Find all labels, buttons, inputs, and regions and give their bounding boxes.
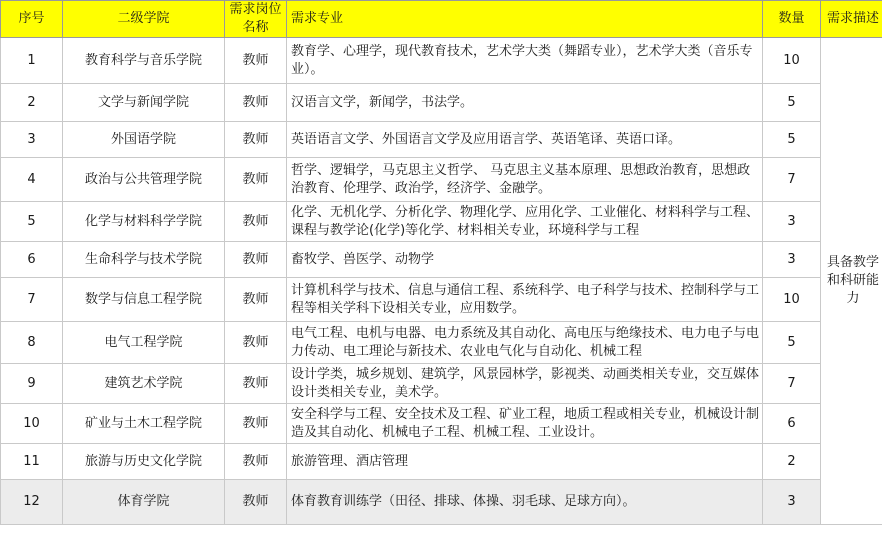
cell-major-text: 旅游管理、酒店管理 [291,453,409,469]
cell-num[interactable]: 3 [1,122,63,158]
cell-num[interactable]: 1 [1,38,63,84]
cell-position[interactable]: 教师 [225,242,287,278]
cell-position[interactable]: 教师 [225,122,287,158]
cell-position[interactable]: 教师 [225,364,287,404]
cell-num[interactable]: 9 [1,364,63,404]
header-row [1,1,882,38]
cell-qty[interactable]: 3 [763,242,821,278]
cell-position[interactable]: 教师 [225,480,287,525]
table-row [1,364,882,404]
cell-major[interactable] [287,278,763,322]
cell-major-text: 体育教育训练学（田径、排球、体操、羽毛球、足球方向）。 [291,494,636,509]
cell-position[interactable]: 教师 [225,444,287,480]
cell-qty[interactable]: 3 [763,480,821,525]
table-row [1,322,882,364]
cell-college[interactable]: 矿业与土木工程学院 [63,404,225,444]
cell-major[interactable] [287,122,763,158]
cell-major[interactable] [287,364,763,404]
cell-college[interactable]: 体育学院 [63,480,225,525]
cell-qty[interactable]: 5 [763,322,821,364]
header-num[interactable]: 序号 [1,1,63,38]
cell-major-text: 畜牧学、兽医学、动物学 [291,251,435,267]
table-row [1,480,882,525]
cell-qty[interactable]: 5 [763,84,821,122]
cell-major[interactable] [287,38,763,84]
table-row [1,202,882,242]
description-text: 具备教学和科研能力 [827,255,880,306]
cell-num[interactable]: 11 [1,444,63,480]
cell-position[interactable]: 教师 [225,278,287,322]
cell-college[interactable]: 政治与公共管理学院 [63,158,225,202]
cell-college[interactable]: 旅游与历史文化学院 [63,444,225,480]
cell-position[interactable]: 教师 [225,404,287,444]
cell-college[interactable]: 文学与新闻学院 [63,84,225,122]
cell-college[interactable]: 教育科学与音乐学院 [63,38,225,84]
cell-major[interactable] [287,404,763,444]
cell-qty[interactable]: 6 [763,404,821,444]
cell-position[interactable]: 教师 [225,202,287,242]
cell-major-text: 英语语言文学、外国语言文学及应用语言学、英语笔译、英语口译。 [291,131,682,147]
cell-major[interactable] [287,444,763,480]
cell-qty[interactable]: 3 [763,202,821,242]
cell-major-text: 教育学、心理学，现代教育技术，艺术学大类（舞蹈专业），艺术学大类（音乐专业）。 [291,43,753,77]
cell-major[interactable] [287,84,763,122]
header-college[interactable]: 二级学院 [63,1,225,38]
cell-college[interactable]: 化学与材料科学学院 [63,202,225,242]
cell-college[interactable]: 生命科学与技术学院 [63,242,225,278]
cell-college[interactable]: 建筑艺术学院 [63,364,225,404]
cell-qty[interactable]: 5 [763,122,821,158]
cell-num[interactable]: 12 [1,480,63,525]
cell-description[interactable] [821,38,882,525]
cell-qty[interactable]: 10 [763,38,821,84]
cell-position[interactable]: 教师 [225,322,287,364]
cell-major[interactable] [287,158,763,202]
cell-college[interactable]: 数学与信息工程学院 [63,278,225,322]
cell-position[interactable]: 教师 [225,84,287,122]
cell-num[interactable]: 8 [1,322,63,364]
cell-qty[interactable]: 10 [763,278,821,322]
table-row [1,122,882,158]
cell-major-text: 安全科学与工程、安全技术及工程、矿业工程，地质工程或相关专业，机械设计制造及其自动化、机械电子工程、机械工程、工业设计。 [291,406,760,440]
cell-major[interactable] [287,480,763,525]
cell-num[interactable]: 4 [1,158,63,202]
cell-major-text: 计算机科学与技术、信息与通信工程、系统科学、电子科学与技术、控制科学与工程等相关学科下设相关专业，应用数学。 [291,282,760,316]
cell-num[interactable]: 6 [1,242,63,278]
cell-college[interactable]: 外国语学院 [63,122,225,158]
cell-num[interactable]: 7 [1,278,63,322]
table-row [1,84,882,122]
cell-major-text: 哲学、逻辑学，马克思主义哲学、 马克思主义基本原理、思想政治教育，思想政治教育、伦理学、政治学，经济学、金融学。 [291,162,751,196]
cell-major[interactable] [287,242,763,278]
table-row [1,242,882,278]
table-row [1,278,882,322]
cell-position[interactable]: 教师 [225,38,287,84]
table-row [1,38,882,84]
cell-major-text: 电气工程、电机与电器、电力系统及其自动化、高电压与绝缘技术、电力电子与电力传动、电工理论与新技术、农业电气化与自动化、机械工程 [291,325,760,359]
table-row [1,444,882,480]
cell-major-text: 化学、无机化学、分析化学、物理化学、应用化学、工业催化、材料科学与工程、课程与教学论(化学)等化学、材料相关专业，环境科学与工程 [291,204,760,238]
cell-qty[interactable]: 7 [763,364,821,404]
table-row [1,404,882,444]
cell-major[interactable] [287,202,763,242]
cell-position[interactable]: 教师 [225,158,287,202]
header-position[interactable]: 需求岗位名称 [225,1,287,38]
cell-num[interactable]: 5 [1,202,63,242]
cell-college[interactable]: 电气工程学院 [63,322,225,364]
header-major[interactable]: 需求专业 [287,1,763,38]
table-row [1,158,882,202]
cell-num[interactable]: 2 [1,84,63,122]
cell-major-text: 设计学类，城乡规划、建筑学，风景园林学，影视类、动画类相关专业，交互媒体设计类相关专业，美术学。 [291,366,760,400]
cell-qty[interactable]: 7 [763,158,821,202]
header-desc[interactable]: 需求描述 [821,1,882,38]
cell-major-text: 汉语言文学，新闻学，书法学。 [291,94,474,110]
cell-major[interactable] [287,322,763,364]
cell-qty[interactable]: 2 [763,444,821,480]
header-qty[interactable]: 数量 [763,1,821,38]
cell-num[interactable]: 10 [1,404,63,444]
